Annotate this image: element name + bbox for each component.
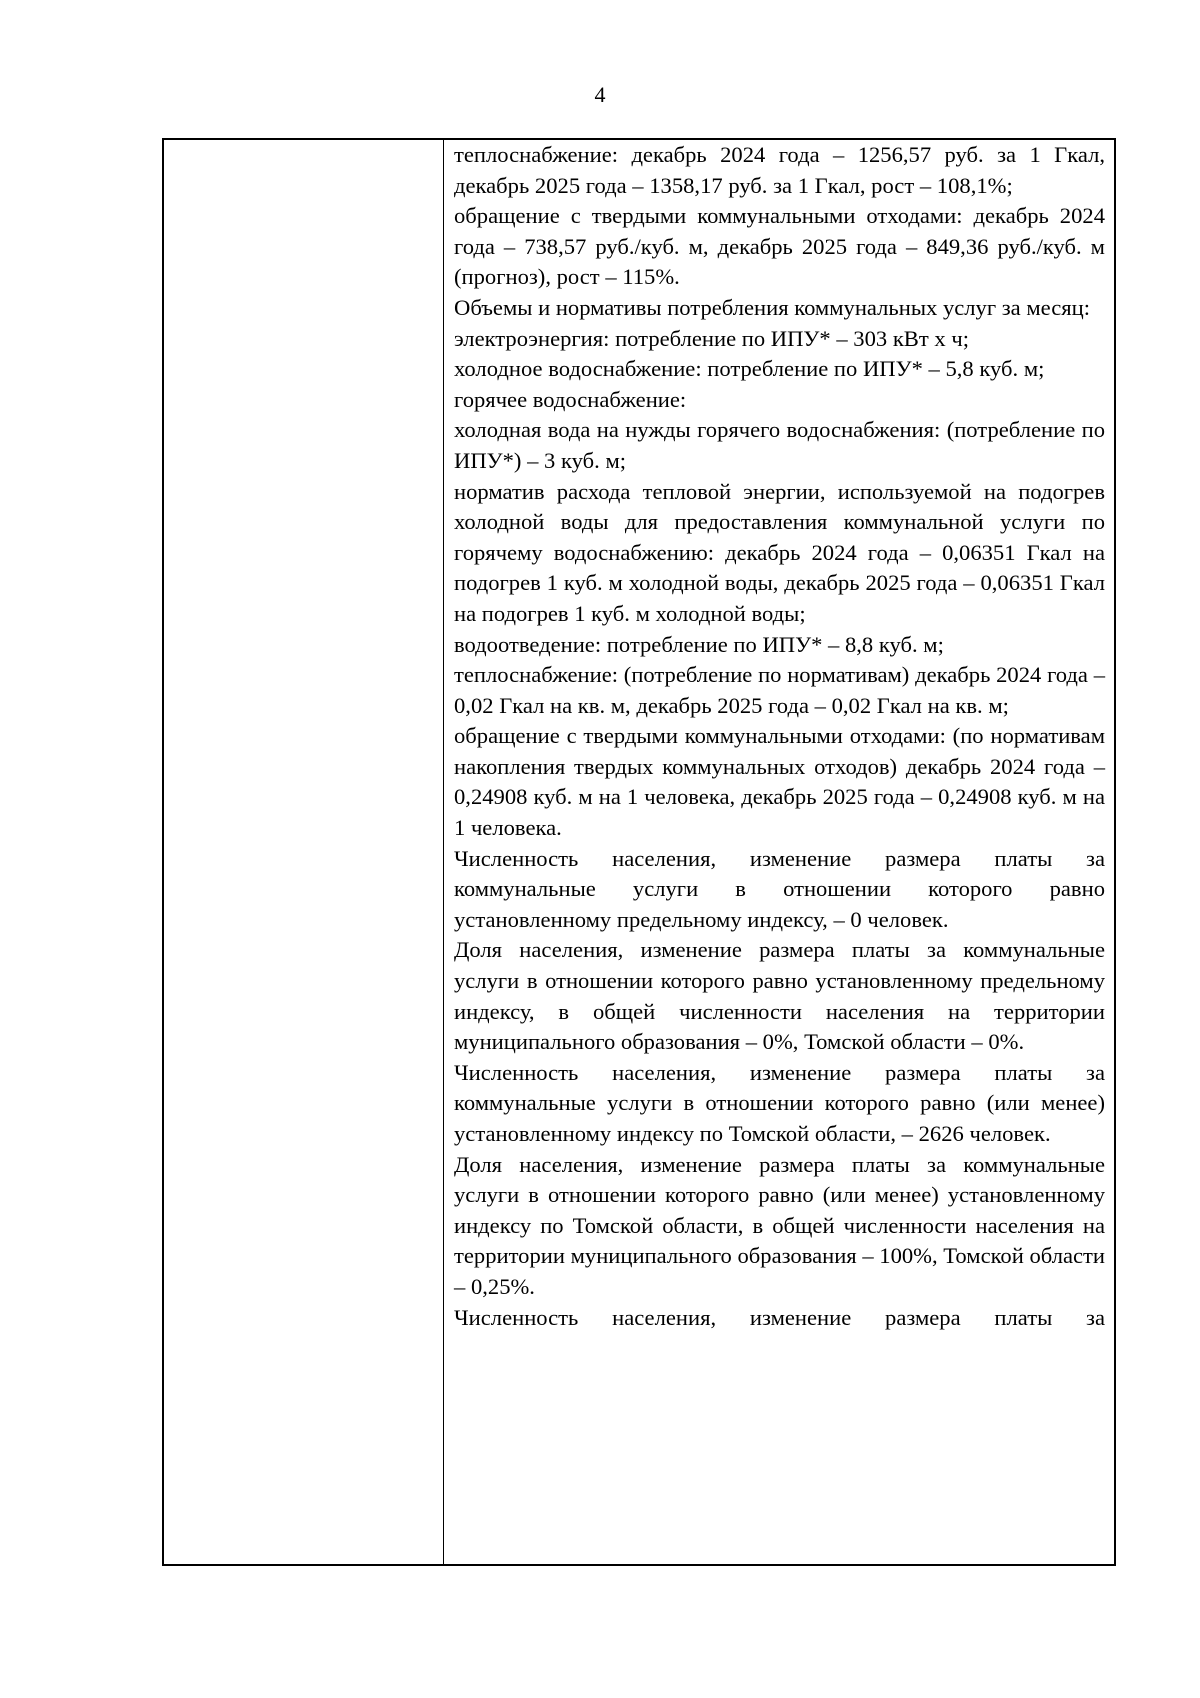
paragraph-electricity: электроэнергия: потребление по ИПУ* – 303 кВт х ч; <box>454 325 969 351</box>
paragraph-waste-tariff: обращение с твердыми коммунальными отходами: декабрь 2024 года – 738,57 руб./куб. м, декабрь 2025 года – 849,36 руб./куб. м (прогноз), рост – 115%. <box>454 203 1105 290</box>
paragraph-cold-water: холодное водоснабжение: потребление по ИПУ* – 5,8 куб. м; <box>454 356 1045 382</box>
paragraph-volumes-heading: Объемы и нормативы потребления коммунальных услуг за месяц: <box>454 294 1091 320</box>
paragraph-population-below-index: Численность населения, изменение размера платы за коммунальные услуги в отношении которого равно (или менее) установленному индексу по Томской области, – 2626 человек. <box>454 1059 1105 1146</box>
paragraph-hot-water-heading: горячее водоснабжение: <box>454 386 687 412</box>
table-left-column <box>164 140 444 1564</box>
document-table <box>162 138 1116 1566</box>
paragraph-heat-supply-norm: теплоснабжение: (потребление по нормативам) декабрь 2024 года – 0,02 Гкал на кв. м, декабрь 2025 года – 0,02 Гкал на кв. м; <box>454 662 1105 718</box>
paragraph-sewerage: водоотведение: потребление по ИПУ* – 8,8 куб. м; <box>454 631 944 657</box>
paragraph-waste-norm: обращение с твердыми коммунальными отходами: (по нормативам накопления твердых коммунальных отходов) декабрь 2024 года – 0,24908 куб. м на 1 человека, декабрь 2025 года – 0,24908 куб. м на 1 человека. <box>454 723 1105 841</box>
paragraph-share-equal-limit: Доля населения, изменение размера платы за коммунальные услуги в отношении которого равно установленному предельному индексу, в общей численности населения на территории муниципального образования – 0%, Томской области – 0%. <box>454 937 1105 1055</box>
page-number: 4 <box>594 82 606 107</box>
paragraph-heat-supply-tariff: теплоснабжение: декабрь 2024 года – 1256,57 руб. за 1 Гкал, декабрь 2025 года – 1358,17 руб. за 1 Гкал, рост – 108,1%; <box>454 142 1105 198</box>
paragraph-share-below-index: Доля населения, изменение размера платы за коммунальные услуги в отношении которого равно (или менее) установленному индексу по Томской области, в общей численности населения на территории муниципального образования – 100%, Томской области – 0,25%. <box>454 1151 1105 1299</box>
paragraph-cold-water-for-hot: холодная вода на нужды горячего водоснабжения: (потребление по ИПУ*) – 3 куб. м; <box>454 417 1105 473</box>
table-right-column <box>444 140 1114 1564</box>
paragraph-population-continued: Численность населения, изменение размера платы за <box>454 1304 1105 1330</box>
paragraph-heat-norm: норматив расхода тепловой энергии, используемой на подогрев холодной воды для предоставления коммунальной услуги по горячему водоснабжению: декабрь 2024 года – 0,06351 Гкал на подогрев 1 куб. м холодной воды, декабрь 2025 года – 0,06351 Гкал на подогрев 1 куб. м холодной воды; <box>454 478 1105 626</box>
paragraph-population-equal-limit: Численность населения, изменение размера платы за коммунальные услуги в отношении которого равно установленному предельному индексу, – 0 человек. <box>454 845 1105 932</box>
